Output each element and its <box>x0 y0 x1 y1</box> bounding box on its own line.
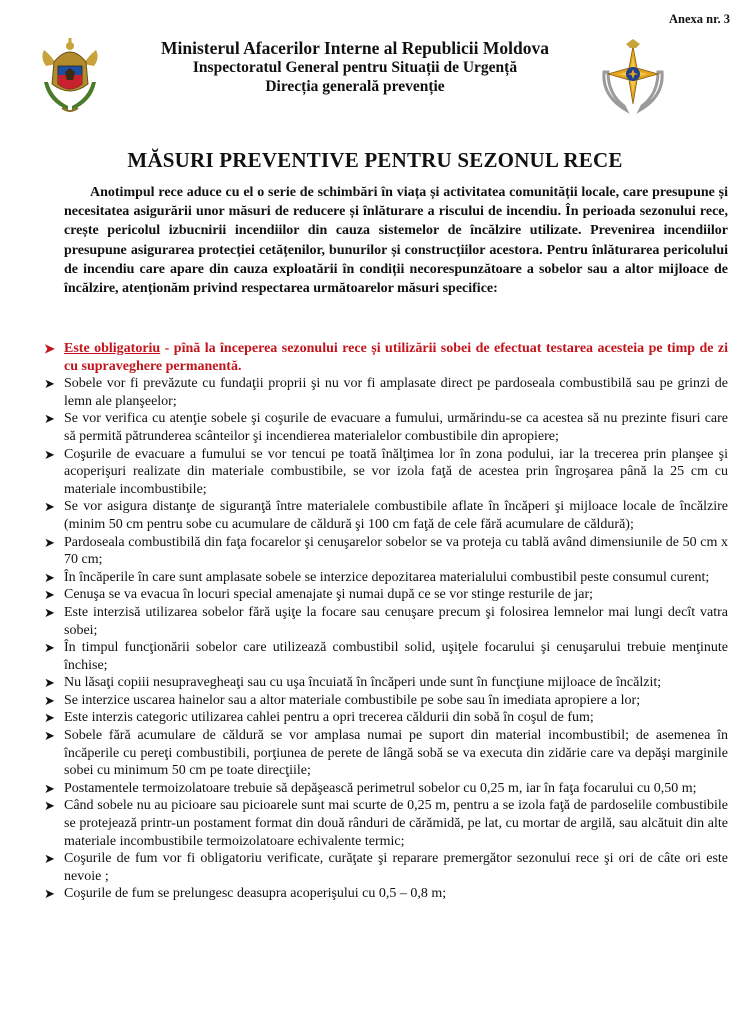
arrow-bullet-icon: ➤ <box>44 604 55 620</box>
inspectorate-name: Inspectoratul General pentru Situații de Urgență <box>192 59 518 76</box>
list-item-text: În timpul funcţionării sobelor care utilizează combustibil solid, uşiţele focarului şi cenuşarului trebuie menţinute închise; <box>64 640 728 673</box>
list-item-text: Este interzisă utilizarea sobelor fără uşiţe la focare sau cenuşare precum şi folosirea lemnelor mai lungi decît vatra sobei; <box>64 604 728 638</box>
measures-list <box>0 340 750 903</box>
list-item-text: Coşurile de fum vor fi obligatoriu verificate, curăţate şi reparare premergător sezonului rece şi ori de câte ori este nevoie ; <box>64 851 728 884</box>
arrow-bullet-icon: ➤ <box>44 886 55 902</box>
arrow-bullet-icon: ➤ <box>44 446 55 462</box>
igsu-star-emblem-icon <box>596 38 670 116</box>
moldova-coat-of-arms-icon <box>38 36 102 116</box>
arrow-bullet-icon: ➤ <box>44 692 55 708</box>
list-item-text: Se interzice uscarea hainelor sau a altor materiale combustibile pe sobe sau în imediata apropiere a lor; <box>64 692 641 708</box>
list-item-text: Postamentele termoizolatoare trebuie să depăşească perimetrul sobelor cu 0,25 m, iar în faţa focarului cu 0,50 m; <box>64 780 697 796</box>
arrow-bullet-icon: ➤ <box>44 499 55 515</box>
page-title: MĂSURI PREVENTIVE PENTRU SEZONUL RECE <box>127 148 623 172</box>
list-item <box>0 639 750 674</box>
arrow-bullet-icon: ➤ <box>44 534 55 550</box>
ministry-name: Ministerul Afacerilor Interne al Republicii Moldova <box>160 38 550 58</box>
arrow-bullet-icon: ➤ <box>44 341 55 356</box>
list-item-text: Este interzis categoric utilizarea cahlei pentru a opri trecerea căldurii din sobă în coşul de fum; <box>64 710 594 726</box>
list-item <box>0 410 750 445</box>
arrow-bullet-icon: ➤ <box>44 710 55 726</box>
list-item-text: Coşurile de fum se prelungesc deasupra acoperişului cu 0,5 – 0,8 m; <box>64 886 447 902</box>
arrow-bullet-icon: ➤ <box>44 376 55 392</box>
document-header <box>110 38 600 96</box>
list-item <box>0 709 750 727</box>
list-item-text: Sobele fără acumulare de căldură se vor amplasa numai pe suport din material incombustibil; de asemenea în încăperile cu pereţi combustibili, porţiunea de perete de lângă sobă se va executa din zidărie care va depăşi marginile sobei cu minimum 50 cm pe toate direcţiile; <box>64 728 728 779</box>
list-item-text: Nu lăsaţi copiii nesupravegheaţi sau cu uşa încuiată în încăperi unde sunt în funcţiune mijloace de încălzit; <box>64 675 662 691</box>
list-item-text: Cenuşa se va evacua în locuri special amenajate şi numai după ce se vor stinge resturile de jar; <box>64 587 594 603</box>
list-item <box>0 586 750 604</box>
list-item <box>0 569 750 587</box>
list-item <box>0 375 750 410</box>
list-item-text: Pardoseala combustibilă din faţa focarelor şi cenuşarelor sobelor se va proteja cu tablă având dimensiunile de 50 cm x 70 cm; <box>64 534 728 568</box>
arrow-bullet-icon: ➤ <box>44 411 55 427</box>
list-item <box>0 797 750 850</box>
annex-label: Anexa nr. 3 <box>668 12 730 26</box>
list-item-text: Se vor verifica cu atenţie sobele şi coşurile de evacuare a fumului, urmărindu-se ca acestea să nu prezinte fisuri care să permită pătrunderea scânteilor şi incendierea materialelor combustibile din apropiere; <box>64 411 728 444</box>
obligatory-lead: Este obligatoriu <box>64 341 161 356</box>
list-item <box>0 534 750 569</box>
obligatory-text: - pînă la începerea sezonului rece și utilizării sobei de efectuat testarea acesteia pe timp de zi cu supraveghere permanentă. <box>64 341 729 374</box>
arrow-bullet-icon: ➤ <box>44 728 55 744</box>
list-item <box>0 780 750 798</box>
list-item-text: Se vor asigura distanţe de siguranţă între materialele combustibile aflate în încăperi şi mijloace locale de încălzire (minim 50 cm pentru sobe cu acumulare de căldură şi 100 cm faţă de cele fără acumulare de căldură); <box>64 499 728 532</box>
list-item <box>0 692 750 710</box>
arrow-bullet-icon: ➤ <box>44 780 55 796</box>
arrow-bullet-icon: ➤ <box>44 640 55 656</box>
list-item <box>0 446 750 499</box>
list-item <box>0 727 750 780</box>
list-item <box>0 674 750 692</box>
list-item-text: Sobele vor fi prevăzute cu fundaţii proprii şi nu vor fi amplasate direct pe pardoseala combustibilă sau pe grinzi de lemn ale planşeelor; <box>64 376 728 409</box>
list-item <box>0 885 750 903</box>
list-item-obligatory <box>0 340 750 375</box>
directorate-name: Direcția generală prevenție <box>265 78 445 95</box>
list-item-text: În încăperile în care sunt amplasate sobele se interzice depozitarea materialului combustibil peste consumul curent; <box>64 569 710 585</box>
list-item <box>0 604 750 639</box>
arrow-bullet-icon: ➤ <box>44 798 55 814</box>
arrow-bullet-icon: ➤ <box>44 587 55 603</box>
list-item <box>0 850 750 885</box>
list-item-text: Când sobele nu au picioare sau picioarele sunt mai scurte de 0,25 m, pentru a se izola faţă de pardoselile combustibile se protejează printr-un postament format din două rânduri de cărămidă, pe lat, cu mortar de argilă, sau alcătuit din alte materiale incombustibile termoizolatoare echivalente termic; <box>64 798 728 849</box>
arrow-bullet-icon: ➤ <box>44 851 55 867</box>
list-item-text: Coşurile de evacuare a fumului se vor tencui pe toată înălţimea lor în zona podului, iar la trecerea prin planşee şi acoperişuri realizate din materiale combustibile, se vor izola faţă de acestea prin îngroşarea până la 25 cm cu materiale incombustibile; <box>64 446 728 497</box>
arrow-bullet-icon: ➤ <box>44 675 55 691</box>
intro-paragraph: Anotimpul rece aduce cu el o serie de schimbări în viața și activitatea comunității locale, care presupune și necesitatea asigurării unor măsuri de reducere și înlăturare a riscului de incendiu. În perioada sezonului rece, crește pericolul izbucnirii incendiilor din cauza sistemelor de încălzire utilizate. Prevenirea incendiilor presupune asigurarea protecției cetățenilor, bunurilor și construcțiilor acestora. Pentru înlăturarea pericolului de incendiu care apare din cauza exploatării în condiții necorespunzătoare a sobelor sau a altor mijloace de încălzire, atenționăm privind respectarea următoarelor măsuri specifice: <box>64 185 728 297</box>
list-item <box>0 498 750 533</box>
arrow-bullet-icon: ➤ <box>44 569 55 585</box>
